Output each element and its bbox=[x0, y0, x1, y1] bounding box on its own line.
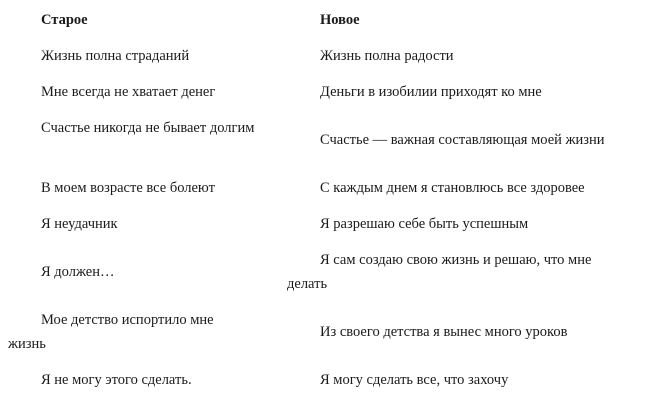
row-new: Я разрешаю себе быть успешным bbox=[320, 216, 529, 232]
row-old: В моем возрасте все болеют bbox=[41, 180, 215, 196]
row-old: Я должен… bbox=[41, 264, 115, 280]
row-new: Жизнь полна радости bbox=[320, 48, 454, 64]
row-old: Я неудачник bbox=[41, 216, 118, 232]
row-new: Деньги в изобилии приходят ко мне bbox=[320, 84, 542, 100]
header-new: Новое bbox=[320, 12, 360, 28]
row-new: С каждым днем я становлюсь все здоровее bbox=[320, 180, 585, 196]
row-old: Мне всегда не хватает денег bbox=[41, 84, 216, 100]
row-new: Счастье — важная составляющая моей жизни bbox=[320, 132, 605, 148]
row-new: Я сам создаю свою жизнь и решаю, что мне делать bbox=[287, 252, 592, 292]
row-new: Я могу сделать все, что захочу bbox=[320, 372, 509, 388]
header-old: Старое bbox=[41, 12, 88, 28]
row-old: Жизнь полна страданий bbox=[41, 48, 190, 64]
row-new: Из своего детства я вынес много уроков bbox=[320, 324, 568, 340]
row-old: Я не могу этого сделать. bbox=[41, 372, 192, 388]
row-old: Мое детство испортило мне жизнь bbox=[8, 312, 214, 352]
row-old: Счастье никогда не бывает долгим bbox=[41, 120, 255, 136]
